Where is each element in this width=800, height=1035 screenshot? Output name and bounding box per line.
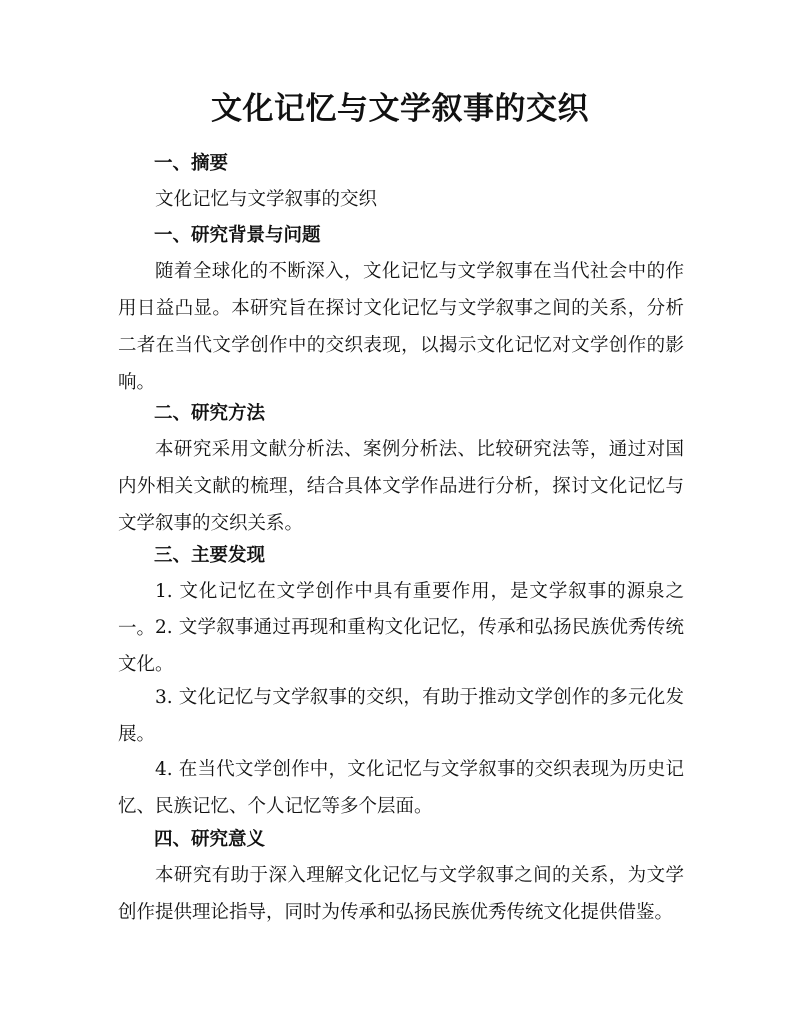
section-heading-background: 一、研究背景与问题: [154, 225, 321, 246]
methods-paragraph: 本研究采用文献分析法、案例分析法、比较研究法等，通过对国内外相关文献的梳理，结合具体文学作品进行分析，探讨文化记忆与文学叙事的交织关系。: [118, 439, 684, 534]
section-heading-significance: 四、研究意义: [154, 829, 266, 850]
section-heading-abstract: 一、摘要: [154, 153, 229, 174]
finding-item-1: 1. 文化记忆在文学创作中具有重要作用，是文学叙事的源泉之一。: [118, 581, 684, 639]
significance-paragraph: 本研究有助于深入理解文化记忆与文学叙事之间的关系，为文学创作提供理论指导，同时为传承和弘扬民族优秀传统文化提供借鉴。: [118, 865, 684, 923]
document-title: 文化记忆与文学叙事的交织: [211, 91, 589, 127]
finding-item-2: 2. 文学叙事通过再现和重构文化记忆，传承和弘扬民族优秀传统文化。: [118, 617, 684, 675]
section-heading-methods: 二、研究方法: [154, 403, 266, 424]
finding-item-3: 3. 文化记忆与文学叙事的交织，有助于推动文学创作的多元化发展。: [118, 687, 684, 745]
finding-item-4: 4. 在当代文学创作中，文化记忆与文学叙事的交织表现为历史记忆、民族记忆、个人记忆等多个层面。: [118, 759, 684, 817]
section-heading-findings: 三、主要发现: [154, 545, 266, 566]
background-paragraph: 随着全球化的不断深入，文化记忆与文学叙事在当代社会中的作用日益凸显。本研究旨在探讨文化记忆与文学叙事之间的关系，分析二者在当代文学创作中的交织表现，以揭示文化记忆对文学创作的影响。: [118, 261, 684, 393]
abstract-text: 文化记忆与文学叙事的交织: [155, 189, 378, 210]
